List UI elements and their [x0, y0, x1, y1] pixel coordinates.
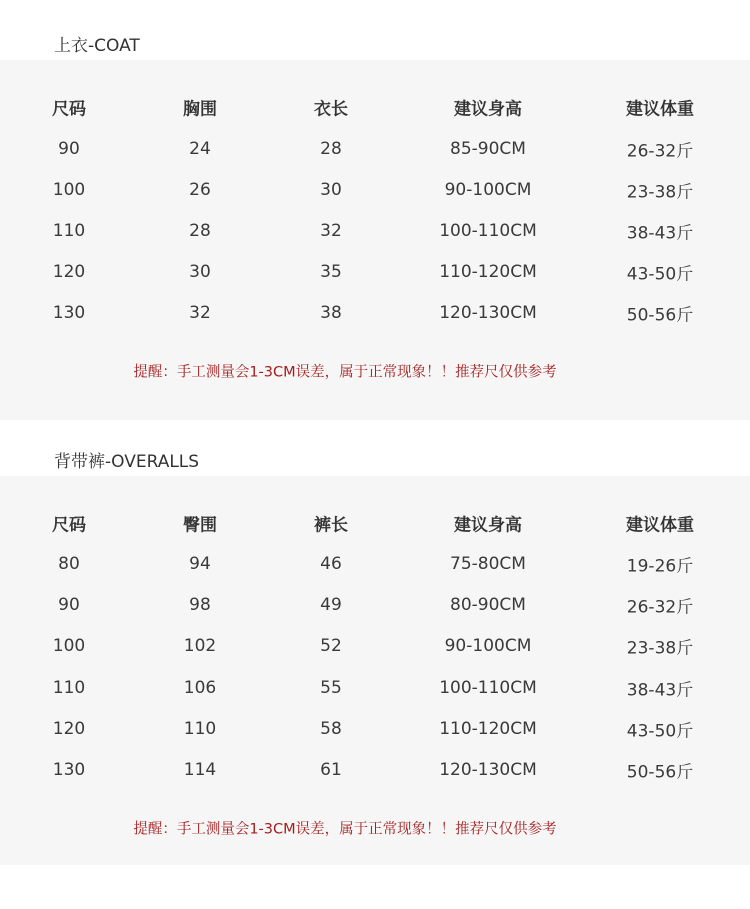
table-cell: 75-80CM [450, 554, 526, 574]
table-cell: 38 [320, 303, 342, 323]
table-cell: 19-26斤 [626, 556, 694, 577]
table-cell: 49 [320, 595, 342, 616]
table-cell: 80-90CM [450, 595, 526, 616]
table-cell: 98 [189, 595, 211, 616]
table-cell: 46 [320, 554, 342, 574]
table-cell: 26-32斤 [626, 597, 694, 618]
table-cell: 120-130CM [439, 760, 537, 780]
column-header: 裤长 [314, 515, 348, 536]
overalls-section-title: 背带裤-OVERALLS [54, 452, 200, 472]
table-cell: 120-130CM [439, 303, 537, 323]
table-cell: 43-50斤 [626, 721, 694, 742]
table-cell: 26 [189, 180, 211, 200]
table-cell: 110 [52, 677, 86, 698]
table-cell: 38-43斤 [626, 223, 694, 244]
coat-section-title: 上衣-COAT [54, 36, 140, 56]
table-cell: 58 [320, 718, 342, 739]
column-header: 建议身高 [454, 99, 522, 120]
table-cell: 110-120CM [439, 718, 537, 739]
table-cell: 100-110CM [439, 677, 537, 698]
table-cell: 130 [52, 303, 86, 323]
column-header: 臀围 [183, 515, 217, 536]
table-cell: 23-38斤 [626, 638, 694, 659]
table-cell: 90-100CM [444, 180, 532, 200]
table-cell: 28 [320, 139, 342, 159]
table-cell: 38-43斤 [626, 680, 694, 701]
table-cell: 120 [52, 718, 86, 739]
table-cell: 90 [58, 139, 80, 159]
table-cell: 100-110CM [439, 221, 537, 241]
column-header: 尺码 [52, 515, 86, 536]
coat-measurement-note: 提醒：手工测量会1-3CM误差，属于正常现象！！推荐尺仅供参考 [133, 364, 557, 381]
table-cell: 94 [189, 554, 211, 574]
table-cell: 50-56斤 [626, 762, 694, 783]
table-cell: 110 [183, 718, 217, 739]
table-cell: 30 [320, 180, 342, 200]
table-cell: 30 [189, 262, 211, 282]
table-cell: 114 [183, 760, 217, 780]
table-cell: 24 [189, 139, 211, 159]
table-cell: 26-32斤 [626, 141, 694, 162]
table-cell: 43-50斤 [626, 264, 694, 285]
table-cell: 85-90CM [450, 139, 526, 159]
table-cell: 55 [320, 677, 342, 698]
column-header: 衣长 [314, 99, 348, 120]
column-header: 建议身高 [454, 515, 522, 536]
table-cell: 61 [320, 760, 342, 780]
column-header: 胸围 [183, 99, 217, 120]
table-cell: 102 [183, 636, 217, 657]
table-cell: 110 [52, 221, 86, 241]
table-cell: 120 [52, 262, 86, 282]
column-header: 建议体重 [626, 515, 694, 536]
overalls-measurement-note: 提醒：手工测量会1-3CM误差，属于正常现象！！推荐尺仅供参考 [133, 821, 557, 838]
table-cell: 32 [320, 221, 342, 241]
column-header: 建议体重 [626, 99, 694, 120]
column-header: 尺码 [52, 99, 86, 120]
table-cell: 23-38斤 [626, 182, 694, 203]
table-cell: 28 [189, 221, 211, 241]
table-cell: 52 [320, 636, 342, 657]
table-cell: 100 [52, 180, 86, 200]
table-cell: 130 [52, 760, 86, 780]
table-cell: 110-120CM [439, 262, 537, 282]
table-cell: 50-56斤 [626, 305, 694, 326]
table-cell: 90 [58, 595, 80, 616]
table-cell: 32 [189, 303, 211, 323]
table-cell: 106 [183, 677, 217, 698]
table-cell: 100 [52, 636, 86, 657]
table-cell: 35 [320, 262, 342, 282]
table-cell: 80 [58, 554, 80, 574]
table-cell: 90-100CM [444, 636, 532, 657]
